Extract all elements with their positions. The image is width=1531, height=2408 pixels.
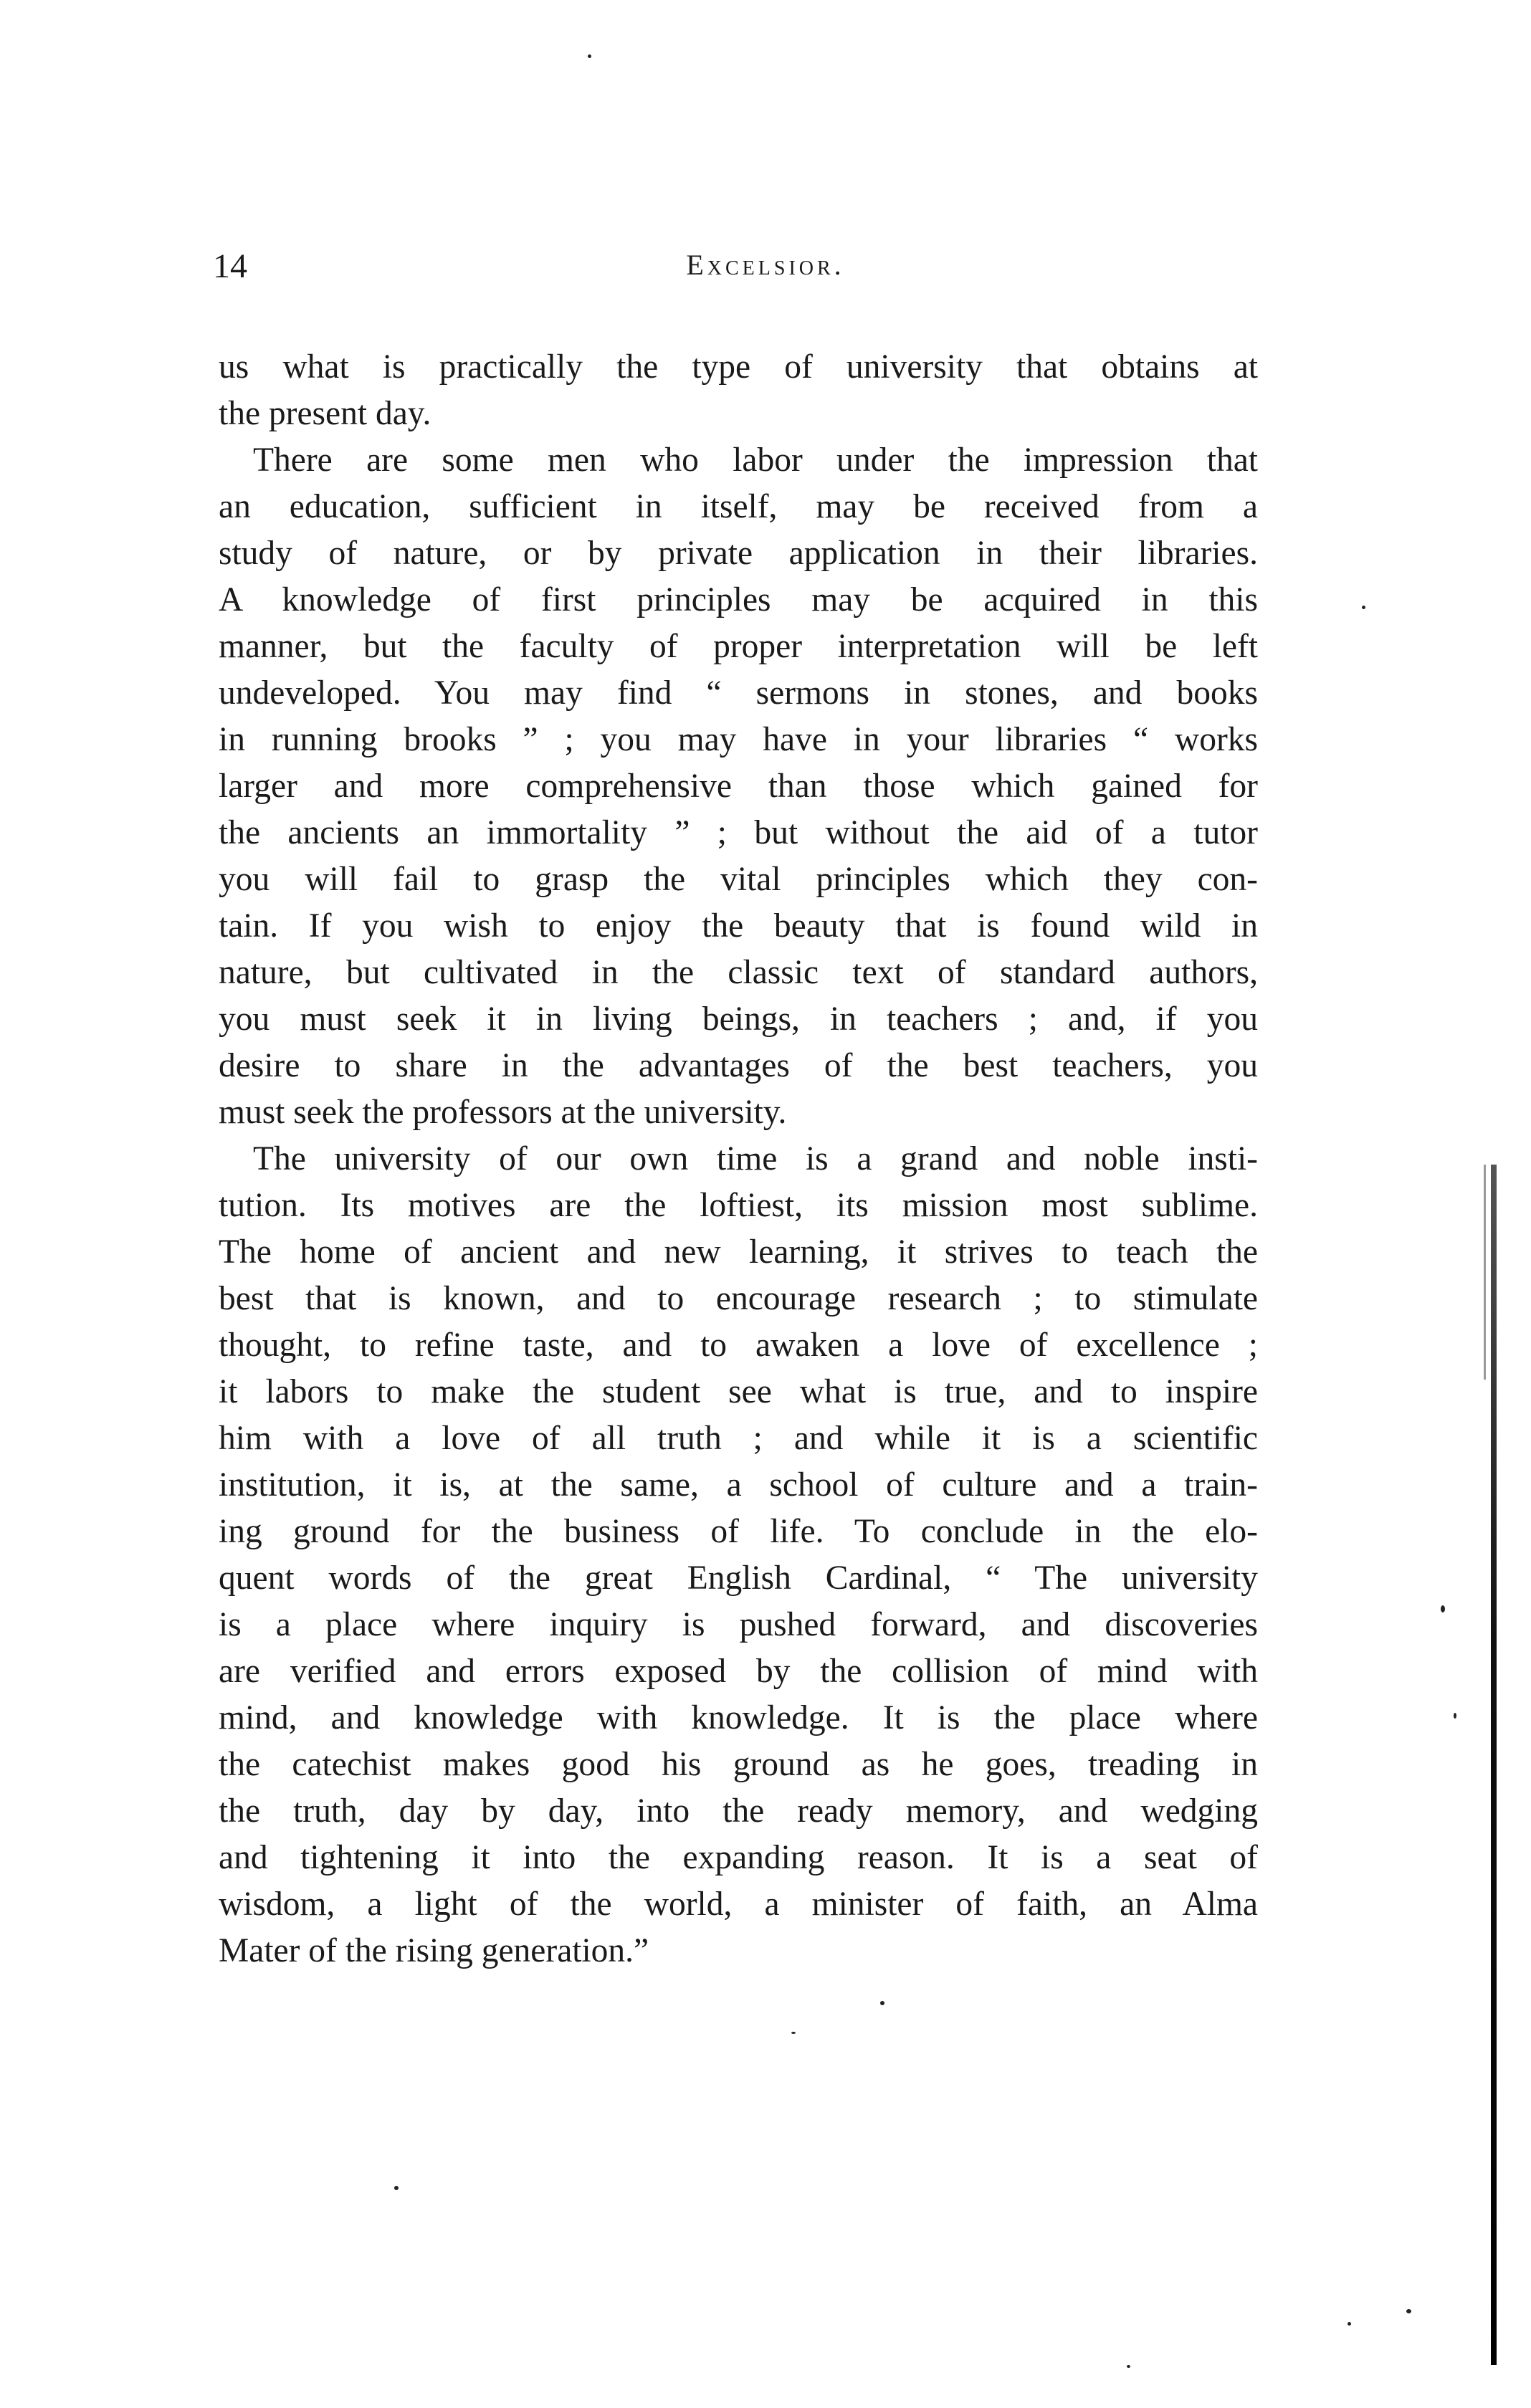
text-line: and tightening it into the expanding reason. It is a seat of — [219, 1839, 1258, 1876]
text-line: the catechist makes good his ground as he goes, treading in — [219, 1746, 1258, 1783]
scan-speck — [1406, 2309, 1411, 2313]
text-line: him with a love of all truth ; and while it is a scientific — [219, 1420, 1258, 1457]
text-line: you must seek it in living beings, in teachers ; and, if you — [219, 1000, 1258, 1038]
text-line: us what is practically the type of university that obtains at — [219, 348, 1258, 386]
scan-speck — [1127, 2365, 1130, 2368]
scan-speck — [1362, 606, 1365, 609]
text-line: The university of our own time is a grand and noble insti- — [253, 1140, 1258, 1177]
text-line: Mater of the rising generation.” — [219, 1932, 649, 1969]
text-line: an education, sufficient in itself, may be received from a — [219, 488, 1258, 525]
text-line: There are some men who labor under the impression that — [253, 441, 1258, 479]
scan-speck — [791, 2032, 796, 2034]
scan-speck — [1441, 1605, 1445, 1612]
scan-speck — [588, 54, 591, 58]
text-line: The home of ancient and new learning, it strives to teach the — [219, 1233, 1258, 1271]
page-number: 14 — [213, 247, 247, 285]
scan-edge-shadow — [1491, 1165, 1497, 2365]
text-line: in running brooks ” ; you may have in your libraries “ works — [219, 721, 1258, 758]
text-line: tain. If you wish to enjoy the beauty that is found wild in — [219, 907, 1258, 945]
text-line: ing ground for the business of life. To conclude in the elo- — [219, 1513, 1258, 1550]
text-line: are verified and errors exposed by the collision of mind with — [219, 1653, 1258, 1690]
text-line: undeveloped. You may find “ sermons in stones, and books — [219, 674, 1258, 712]
scan-edge-line — [1484, 1165, 1486, 1380]
text-line: manner, but the faculty of proper interpretation will be left — [219, 628, 1258, 665]
text-line: you will fail to grasp the vital principles which they con- — [219, 861, 1258, 898]
text-line: the truth, day by day, into the ready memory, and wedging — [219, 1792, 1258, 1830]
text-line: best that is known, and to encourage research ; to stimulate — [219, 1280, 1258, 1317]
paragraph-1 — [219, 344, 1258, 437]
text-line: institution, it is, at the same, a school of culture and a train- — [219, 1466, 1258, 1504]
text-line: the ancients an immortality ” ; but without the aid of a tutor — [219, 814, 1258, 851]
text-line: study of nature, or by private application in their libraries. — [219, 535, 1258, 572]
scan-speck — [1348, 2322, 1351, 2326]
scan-speck — [880, 2001, 884, 2005]
body-text — [219, 344, 1258, 1974]
paragraph-3 — [219, 1136, 1258, 1974]
text-line: wisdom, a light of the world, a minister of faith, an Alma — [219, 1886, 1258, 1923]
text-line: it labors to make the student see what is true, and to inspire — [219, 1373, 1258, 1410]
text-line: desire to share in the advantages of the best teachers, you — [219, 1047, 1258, 1084]
text-line: larger and more comprehensive than those which gained for — [219, 768, 1258, 805]
text-line: quent words of the great English Cardinal, “ The university — [219, 1559, 1258, 1597]
text-line: is a place where inquiry is pushed forward, and discoveries — [219, 1606, 1258, 1643]
text-line: the present day. — [219, 395, 431, 432]
paragraph-2 — [219, 437, 1258, 1136]
text-line: tution. Its motives are the loftiest, its mission most sublime. — [219, 1187, 1258, 1224]
text-line: mind, and knowledge with knowledge. It is the place where — [219, 1699, 1258, 1736]
scan-speck — [394, 2186, 399, 2190]
running-title: Excelsior. — [686, 249, 845, 281]
text-line: must seek the professors at the university. — [219, 1094, 787, 1131]
scan-speck — [1454, 1713, 1456, 1719]
text-line: nature, but cultivated in the classic text of standard authors, — [219, 954, 1258, 991]
text-line: thought, to refine taste, and to awaken a love of excellence ; — [219, 1327, 1258, 1364]
text-line: A knowledge of first principles may be acquired in this — [219, 581, 1258, 618]
